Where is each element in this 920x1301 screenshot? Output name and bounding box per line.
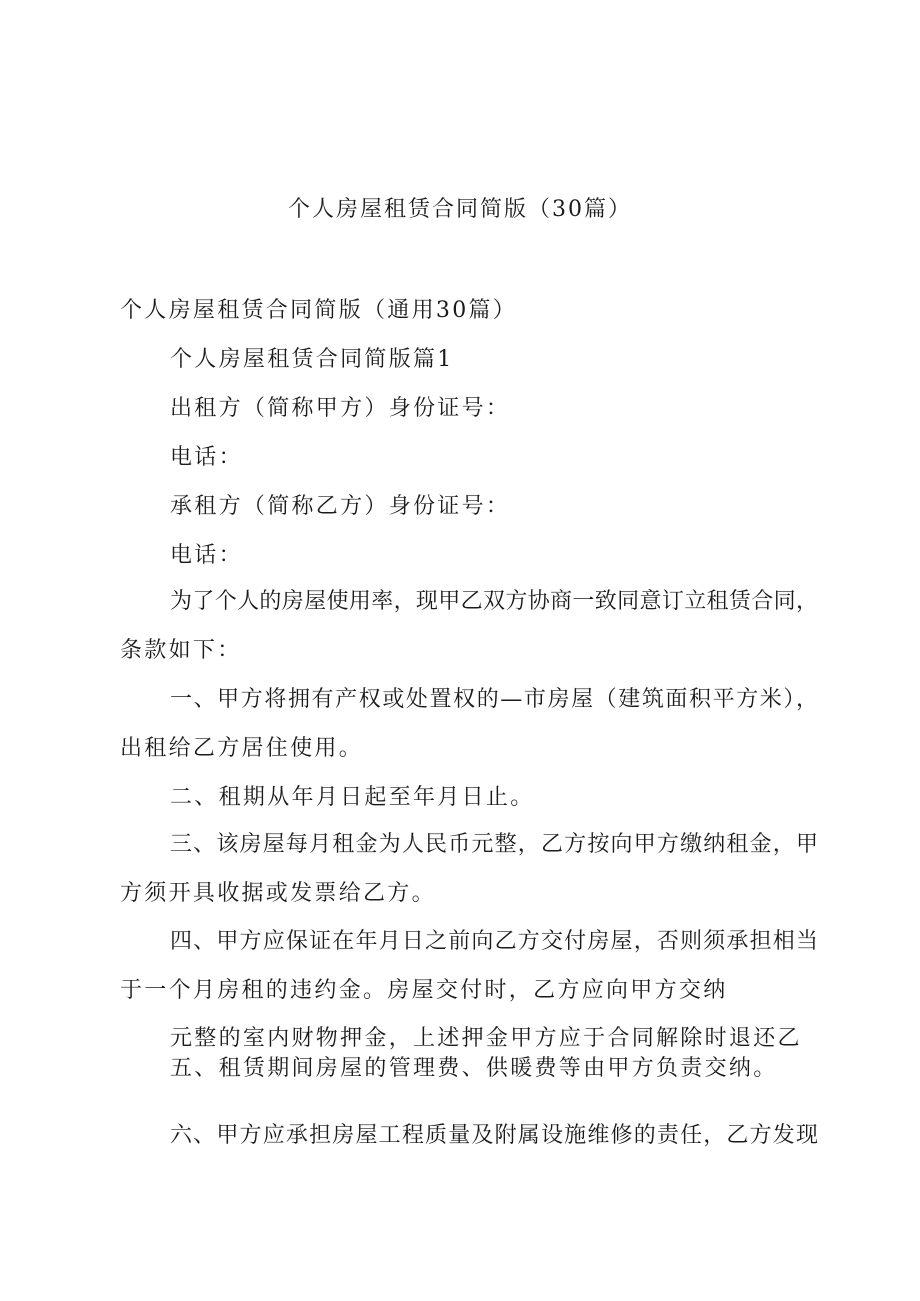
clause-3-line-1: 三、该房屋每月租金为人民币元整，乙方按向甲方缴纳租金，甲	[170, 832, 818, 857]
clause-1-line-1: 一、甲方将拥有产权或处置权的—市房屋（建筑面积平方米），	[170, 687, 818, 712]
clause-6-line-1: 六、甲方应承担房屋工程质量及附属设施维修的责任，乙方发现	[170, 1123, 818, 1148]
clause-2: 二、租期从年月日起至年月日止。	[170, 785, 535, 810]
section-heading: 个人房屋租赁合同简版篇1	[170, 347, 454, 372]
intro-paragraph-line-2: 条款如下：	[120, 638, 242, 663]
clause-4-line-2: 于一个月房租的违约金。房屋交付时，乙方应向甲方交纳	[120, 978, 728, 1003]
lessor-id-line: 出租方（简称甲方）身份证号：	[170, 396, 511, 421]
clause-1-line-2: 出租给乙方居住使用。	[120, 736, 364, 761]
clause-4-line-1: 四、甲方应保证在年月日之前向乙方交付房屋，否则须承担相当	[170, 929, 818, 954]
intro-paragraph-line-1: 为了个人的房屋使用率，现甲乙双方协商一致同意订立租赁合同，	[170, 589, 818, 614]
clause-5: 五、租赁期间房屋的管理费、供暖费等由甲方负责交纳。	[170, 1056, 778, 1081]
clause-3-line-2: 方须开具收据或发票给乙方。	[120, 881, 436, 906]
document-subtitle: 个人房屋租赁合同简版（通用30篇）	[120, 298, 518, 323]
clause-4-line-3: 元整的室内财物押金，上述押金甲方应于合同解除时退还乙	[170, 1026, 802, 1051]
lessor-phone-line: 电话：	[170, 445, 243, 470]
lessee-id-line: 承租方（简称乙方）身份证号：	[170, 494, 511, 519]
document-title: 个人房屋租赁合同简版（30篇）	[288, 197, 632, 222]
lessee-phone-line: 电话：	[170, 543, 243, 568]
